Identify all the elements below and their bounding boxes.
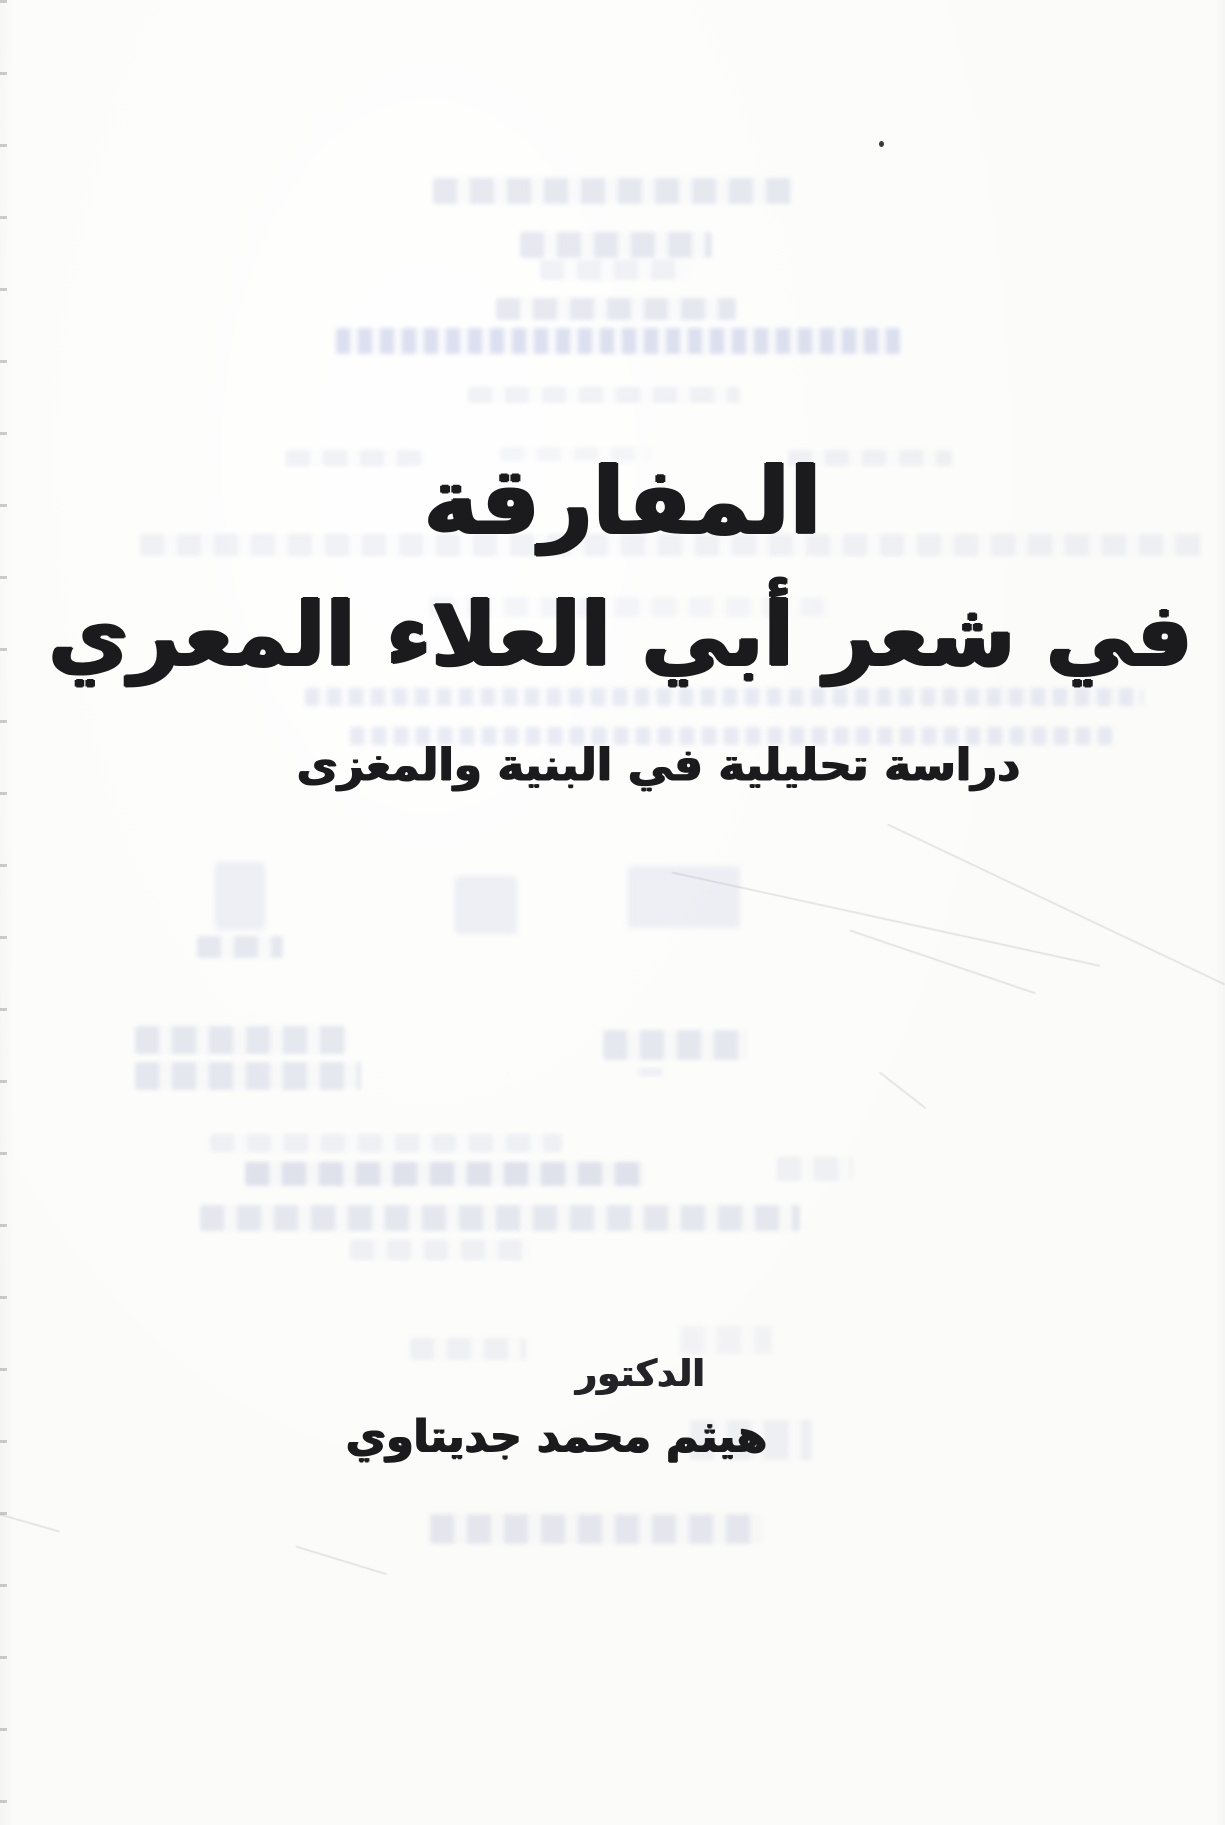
bleedthrough-line-ghost bbox=[350, 1240, 530, 1260]
bleedthrough-line-ghost bbox=[468, 387, 740, 403]
bleedthrough-isbn-ghost bbox=[336, 328, 900, 354]
book-subtitle: دراسة تحليلية في البنية والمغزى bbox=[296, 738, 1021, 791]
crease-line bbox=[296, 1546, 387, 1575]
scanner-edge-artifacts bbox=[0, 0, 7, 1825]
crease-line bbox=[0, 1514, 60, 1532]
bleedthrough-logo-ghost bbox=[215, 862, 265, 930]
author-honorific: الدكتور bbox=[575, 1352, 706, 1395]
bleedthrough-heading-ghost bbox=[245, 1162, 645, 1186]
bleedthrough-line-ghost bbox=[200, 1205, 800, 1231]
bleedthrough-line-ghost bbox=[433, 178, 793, 204]
author-name: هيثم محمد جديتاوي bbox=[345, 1411, 768, 1462]
bleedthrough-mark-ghost bbox=[638, 1068, 664, 1076]
crease-line bbox=[879, 1072, 925, 1108]
bleedthrough-line-ghost bbox=[603, 1030, 748, 1060]
bleedthrough-line-ghost bbox=[430, 1514, 762, 1544]
bleedthrough-line-ghost bbox=[520, 232, 712, 258]
bleedthrough-line-ghost bbox=[496, 298, 736, 320]
scan-speck bbox=[879, 141, 884, 147]
bleedthrough-caption-ghost bbox=[197, 936, 283, 958]
crease-line bbox=[850, 930, 1036, 994]
bleedthrough-line-ghost bbox=[135, 1026, 347, 1054]
bleedthrough-mark-ghost bbox=[777, 1157, 853, 1181]
bleedthrough-logo-ghost bbox=[455, 876, 517, 934]
book-title-line-2: في شعر أبي العلاء المعري bbox=[48, 583, 1193, 686]
bleedthrough-line-ghost bbox=[210, 1134, 562, 1152]
bleedthrough-line-ghost bbox=[540, 260, 688, 280]
book-title: المفارقة bbox=[423, 448, 822, 555]
bleedthrough-line-ghost bbox=[135, 1062, 361, 1090]
